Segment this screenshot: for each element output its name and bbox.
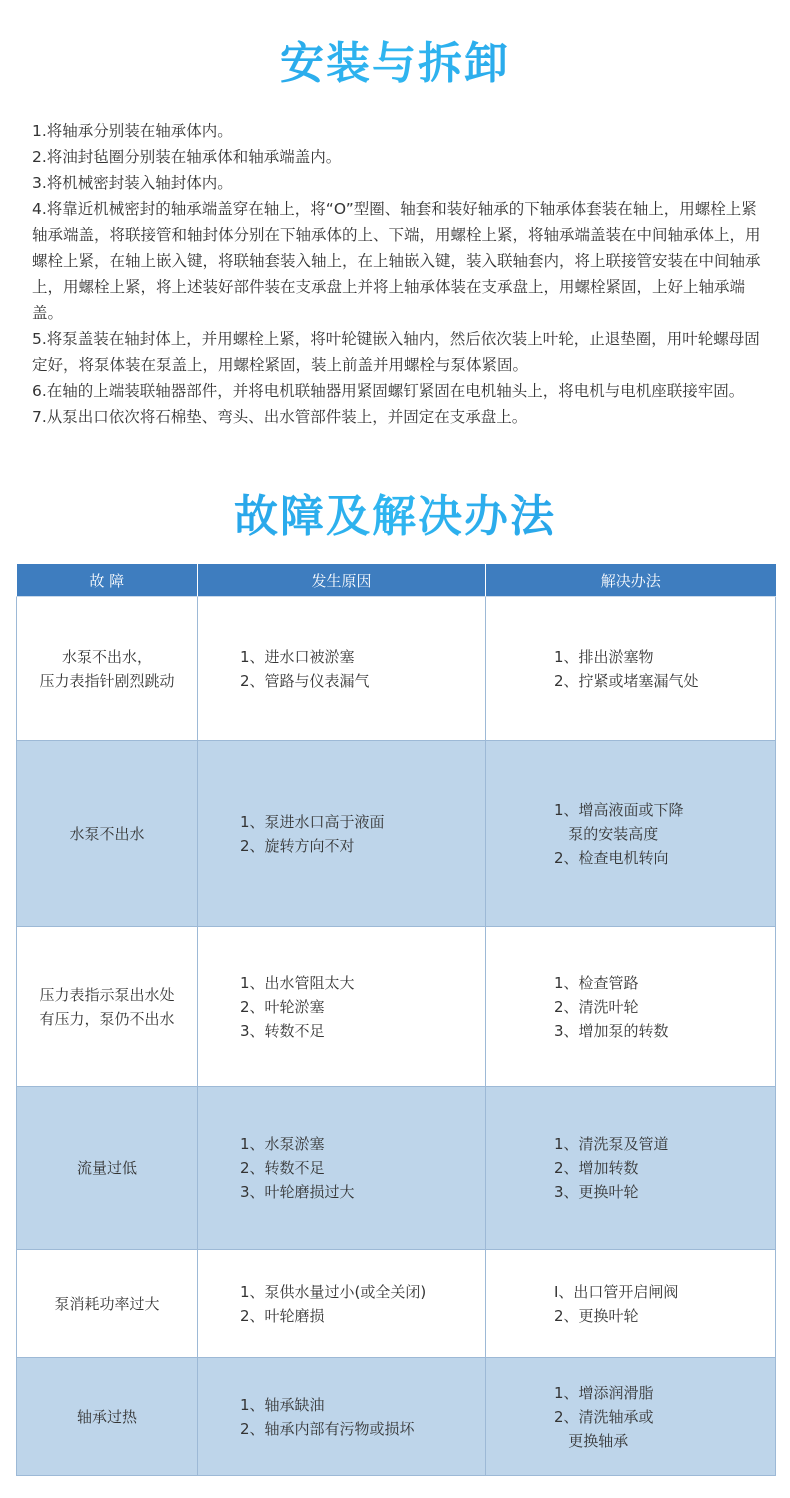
- cause-line: 3、叶轮磨损过大: [240, 1183, 355, 1201]
- cause-cell: [198, 597, 486, 741]
- solution-line: 泵的安装高度: [554, 824, 659, 843]
- cause-line: 1、出水管阻太大: [240, 973, 355, 992]
- install-step: 7.从泵出口依次将石棉垫、弯头、出水管部件装上，并固定在支承盘上。: [32, 408, 528, 426]
- cause-line: 1、进水口被淤塞: [240, 647, 355, 666]
- solution-line: 2、增加转数: [554, 1159, 639, 1177]
- fault-cell: [17, 741, 198, 927]
- fault-cell: [17, 597, 198, 741]
- fault-line: 水泵不出水: [69, 824, 145, 843]
- solution-line: 2、更换叶轮: [554, 1306, 639, 1325]
- table-row: [17, 1087, 776, 1250]
- fault-line: 压力表指针剧烈跳动: [39, 671, 175, 690]
- fault-cell: [17, 1250, 198, 1358]
- header-solution: 解决办法: [486, 564, 776, 597]
- fault-line: 水泵不出水，: [61, 647, 152, 666]
- install-step: 1.将轴承分别装在轴承体内。: [32, 122, 233, 140]
- solution-line: 2、检查电机转向: [554, 848, 669, 867]
- install-step: 3.将机械密封装入轴封体内。: [32, 174, 233, 192]
- solution-line: 1、增高液面或下降: [554, 800, 684, 819]
- cause-cell: [198, 741, 486, 927]
- cause-line: 2、轴承内部有污物或损坏: [240, 1419, 415, 1438]
- solution-line: 1、检查管路: [554, 973, 639, 992]
- fault-cell: [17, 927, 198, 1087]
- cause-line: 2、管路与仪表漏气: [240, 671, 370, 690]
- solution-cell: [486, 1250, 776, 1358]
- solution-line: 2、拧紧或堵塞漏气处: [554, 671, 699, 690]
- cause-line: 3、转数不足: [240, 1021, 325, 1040]
- install-step: 5.将泵盖装在轴封体上，并用螺栓上紧，将叶轮键嵌入轴内，然后依次装上叶轮，止退垫圈，用叶轮螺母固定好，将泵体装在泵盖上，用螺栓紧固，装上前盖并用螺栓与泵体紧固。: [32, 330, 760, 374]
- fault-table: [16, 564, 776, 1476]
- cause-line: 2、叶轮磨损: [240, 1306, 325, 1325]
- cause-line: 2、旋转方向不对: [240, 836, 355, 855]
- solution-line: 2、清洗叶轮: [554, 997, 639, 1016]
- fault-line: 轴承过热: [76, 1407, 137, 1426]
- fault-line: 流量过低: [76, 1159, 137, 1177]
- solution-cell: [486, 927, 776, 1087]
- fault-line: 泵消耗功率过大: [54, 1294, 160, 1313]
- solution-cell: [486, 741, 776, 927]
- fault-line: 压力表指示泵出水处: [39, 985, 175, 1004]
- solution-line: 3、增加泵的转数: [554, 1021, 669, 1040]
- cause-line: 1、水泵淤塞: [240, 1135, 325, 1153]
- cause-cell: [198, 1358, 486, 1476]
- solution-line: 1、排出淤塞物: [554, 647, 654, 666]
- table-row: [17, 597, 776, 741]
- cause-line: 2、转数不足: [240, 1159, 325, 1177]
- install-steps-list: [32, 118, 768, 430]
- solution-line: 1、增添润滑脂: [554, 1383, 654, 1402]
- solution-line: 更换轴承: [554, 1431, 629, 1450]
- solution-cell: [486, 597, 776, 741]
- install-step: 2.将油封毡圈分别装在轴承体和轴承端盖内。: [32, 148, 342, 166]
- solution-line: 3、更换叶轮: [554, 1183, 639, 1201]
- table-row: [17, 927, 776, 1087]
- solution-line: 2、清洗轴承或: [554, 1407, 654, 1426]
- solution-cell: [486, 1358, 776, 1476]
- fault-cell: [17, 1087, 198, 1250]
- install-title: 安装与拆卸: [0, 34, 790, 94]
- install-step: 6.在轴的上端装联轴器部件，并将电机联轴器用紧固螺钉紧固在电机轴头上，将电机与电机座联接牢固。: [32, 382, 745, 400]
- cause-line: 1、泵进水口高于液面: [240, 812, 385, 831]
- fault-line: 有压力，泵仍不出水: [39, 1009, 175, 1028]
- fault-cell: [17, 1358, 198, 1476]
- cause-line: 1、泵供水量过小(或全关闭): [240, 1282, 427, 1301]
- solution-cell: [486, 1087, 776, 1250]
- faults-title: 故障及解决办法: [0, 487, 790, 547]
- solution-line: I、出口管开启闸阀: [554, 1282, 679, 1301]
- table-row: [17, 741, 776, 927]
- cause-line: 2、叶轮淤塞: [240, 997, 325, 1016]
- cause-cell: [198, 927, 486, 1087]
- cause-cell: [198, 1087, 486, 1250]
- header-fault: 故 障: [17, 564, 198, 597]
- cause-cell: [198, 1250, 486, 1358]
- install-step: 4.将靠近机械密封的轴承端盖穿在轴上，将“O”型圈、轴套和装好轴承的下轴承体套装在轴上，用螺栓上紧轴承端盖，将联接管和轴封体分别在下轴承体的上、下端，用螺栓上紧，将轴承端盖装在中间轴承体上，用螺栓上紧，在轴上嵌入键，将联轴套装入轴上，在上轴嵌入键，装入联轴套内，将上联接管安装在中间轴承上，用螺栓上紧，将上述装好部件装在支承盘上并将上轴承体装在支承盘上，用螺栓紧固，上好上轴承端盖。: [32, 200, 761, 322]
- table-row: [17, 1358, 776, 1476]
- table-row: [17, 1250, 776, 1358]
- solution-line: 1、清洗泵及管道: [554, 1135, 669, 1153]
- cause-line: 1、轴承缺油: [240, 1395, 325, 1414]
- fault-table-header: [17, 564, 776, 597]
- header-cause: 发生原因: [198, 564, 486, 597]
